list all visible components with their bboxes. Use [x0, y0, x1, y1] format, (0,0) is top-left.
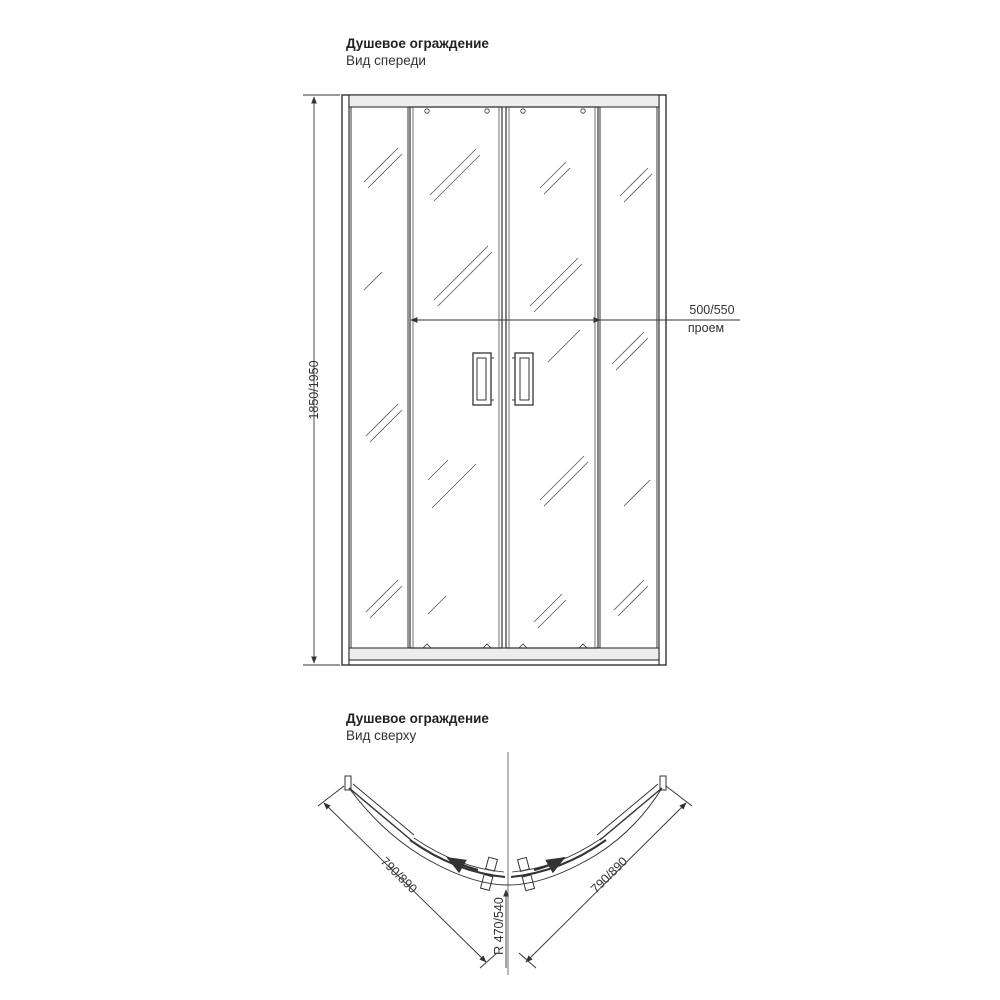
- fixed-panel-right: [600, 107, 657, 648]
- curved-door-right: [511, 840, 606, 877]
- opening-caption: проем: [687, 321, 725, 335]
- right-wall-post: [660, 776, 666, 790]
- opening-dimension-label: 500/550: [689, 303, 735, 317]
- left-side-dimension-label: 790/890: [377, 854, 420, 896]
- curved-door-left: [410, 840, 505, 877]
- glass-reflection-hatch: [364, 148, 652, 628]
- bottom-rail: [349, 648, 659, 660]
- door-handle-left: [473, 353, 494, 405]
- right-side-dimension-label: 790/890: [588, 854, 631, 896]
- top-rail: [349, 95, 659, 107]
- door-handle-right: [512, 353, 533, 405]
- front-view-subtitle: Вид спереди: [346, 53, 426, 68]
- left-wall-post: [345, 776, 351, 790]
- outer-frame: [342, 95, 666, 665]
- height-dimension-label: 1850/1950: [307, 360, 321, 420]
- front-view-drawing: [342, 95, 666, 665]
- radius-dimension-label: R 470/540: [492, 897, 506, 955]
- top-view-subtitle: Вид сверху: [346, 728, 417, 743]
- sliding-door-left: [410, 107, 502, 648]
- fixed-panel-left: [351, 107, 408, 648]
- top-view-title: Душевое ограждение: [346, 711, 489, 726]
- front-view-title: Душевое ограждение: [346, 36, 489, 51]
